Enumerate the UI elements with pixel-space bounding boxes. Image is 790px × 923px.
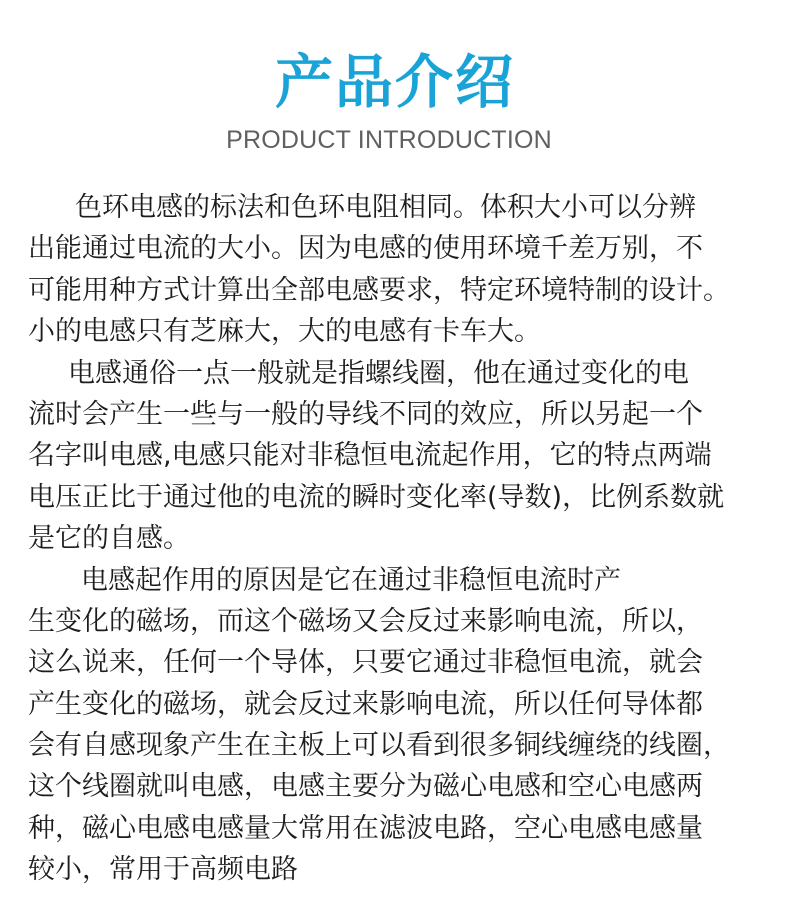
text-line: 出能通过电流的大小。因为电感的使用环境千差万别，不 [28, 233, 703, 265]
text-line: 流时会产生一些与一般的导线不同的效应，所以另起一个 [28, 398, 703, 430]
text-line: 种，磁心电感电感量大常用在滤波电路，空心电感电感量 [28, 812, 703, 844]
intro-paragraph-3 [28, 560, 778, 891]
text-line: 这个线圈就叫电感，电感主要分为磁心电感和空心电感两 [28, 771, 703, 803]
text-line: 会有自感现象产生在主板上可以看到很多铜线缠绕的线圈， [28, 730, 730, 762]
text-line: 可能用种方式计算出全部电感要求，特定环境特制的设计。 [28, 274, 730, 306]
page-title: 产品介绍 [274, 48, 515, 116]
text-line: 这么说来，任何一个导体，只要它通过非稳恒电流，就会 [28, 647, 703, 679]
text-line: 较小，常用于高频电路 [28, 854, 298, 886]
text-line: 生变化的磁场，而这个磁场又会反过来影响电流，所以， [28, 605, 703, 637]
intro-paragraph-1 [28, 187, 778, 353]
page-subtitle: PRODUCT INTRODUCTION [226, 126, 552, 154]
intro-paragraph-2 [28, 353, 778, 560]
text-line: 是它的自感。 [28, 523, 190, 555]
intro-body [28, 187, 778, 891]
text-line: 电感起作用的原因是它在通过非稳恒电流时产 [81, 564, 621, 596]
text-line: 电压正比于通过他的电流的瞬时变化率(导数)，比例系数就 [28, 481, 725, 513]
text-line: 电感通俗一点一般就是指螺线圈，他在通过变化的电 [68, 357, 689, 389]
text-line: 色环电感的标法和色环电阻相同。体积大小可以分辨 [75, 192, 696, 223]
text-line: 小的电感只有芝麻大，大的电感有卡车大。 [28, 316, 541, 348]
text-line: 产生变化的磁场，就会反过来影响电流，所以任何导体都 [28, 688, 703, 720]
text-line: 名字叫电感,电感只能对非稳恒电流起作用，它的特点两端 [28, 440, 712, 472]
